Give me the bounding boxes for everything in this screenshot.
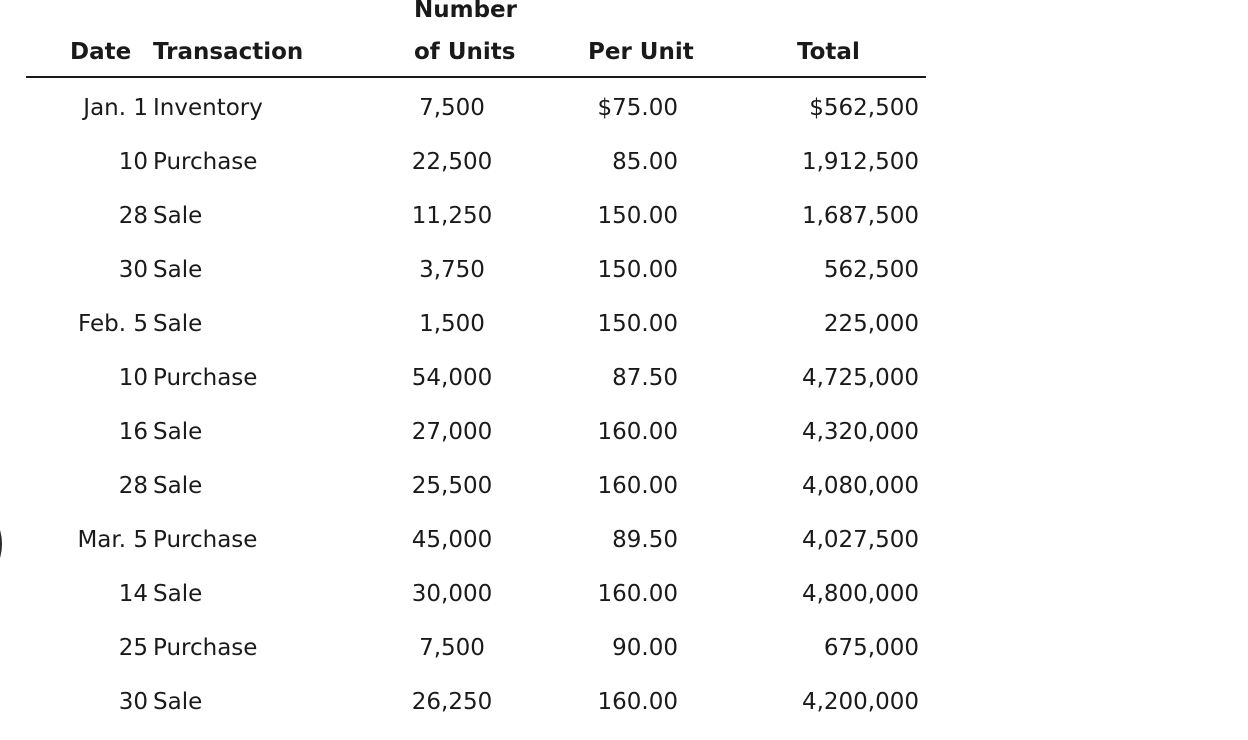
table-row — [26, 295, 926, 349]
cell-per-unit: $75.00 — [597, 95, 678, 121]
cell-total: 1,912,500 — [801, 149, 919, 175]
cell-date: Mar. 5 — [77, 527, 148, 553]
table-row — [26, 511, 926, 565]
cell-per-unit: 90.00 — [612, 635, 678, 661]
header-number-of-units-line1: Number — [414, 0, 517, 23]
cell-per-unit: 150.00 — [597, 203, 678, 229]
cell-per-unit: 87.50 — [612, 365, 678, 391]
cell-transaction: Purchase — [153, 149, 258, 175]
cell-units: 1,500 — [419, 311, 485, 337]
cell-units: 27,000 — [411, 419, 493, 445]
cell-total: 4,080,000 — [801, 473, 919, 499]
cell-date: Jan. 1 — [83, 95, 148, 121]
cell-transaction: Sale — [153, 311, 203, 337]
cell-units: 11,250 — [411, 203, 493, 229]
cell-per-unit: 150.00 — [597, 257, 678, 283]
cell-units: 45,000 — [411, 527, 493, 553]
inventory-transactions-table — [26, 0, 926, 727]
table-body — [26, 78, 926, 727]
table-row — [26, 619, 926, 673]
cell-units: 30,000 — [411, 581, 493, 607]
cell-transaction: Purchase — [153, 365, 258, 391]
cell-per-unit: 85.00 — [612, 149, 678, 175]
cell-total: 675,000 — [823, 635, 919, 661]
cell-total: 4,200,000 — [801, 689, 919, 715]
cell-per-unit: 89.50 — [612, 527, 678, 553]
cell-per-unit: 150.00 — [597, 311, 678, 337]
header-total: Total — [797, 39, 860, 65]
table-row — [26, 565, 926, 619]
cell-transaction: Sale — [153, 689, 203, 715]
cell-date: 10 — [118, 149, 148, 175]
table-row — [26, 349, 926, 403]
cell-date: 28 — [118, 203, 148, 229]
cell-units: 26,250 — [411, 689, 493, 715]
header-number-of-units-line2: of Units — [414, 39, 516, 65]
cell-per-unit: 160.00 — [597, 419, 678, 445]
cell-date: 10 — [118, 365, 148, 391]
table-header — [26, 0, 926, 78]
table-row — [26, 187, 926, 241]
cell-total: 4,800,000 — [801, 581, 919, 607]
cell-transaction: Purchase — [153, 527, 258, 553]
table-row — [26, 403, 926, 457]
table-row — [26, 673, 926, 727]
cell-units: 7,500 — [419, 95, 485, 121]
table-row — [26, 133, 926, 187]
cell-date: 16 — [118, 419, 148, 445]
cell-transaction: Purchase — [153, 635, 258, 661]
cell-date: 30 — [118, 257, 148, 283]
cell-date: Feb. 5 — [78, 311, 148, 337]
cell-date: 30 — [118, 689, 148, 715]
cell-total: 225,000 — [823, 311, 919, 337]
circle-button-edge[interactable] — [0, 512, 2, 576]
header-transaction: Transaction — [153, 39, 304, 65]
cell-total: 4,320,000 — [801, 419, 919, 445]
table-row — [26, 241, 926, 295]
cell-total: 562,500 — [823, 257, 919, 283]
table-row — [26, 79, 926, 133]
cell-transaction: Sale — [153, 473, 203, 499]
cell-date: 28 — [118, 473, 148, 499]
cell-date: 14 — [118, 581, 148, 607]
cell-per-unit: 160.00 — [597, 473, 678, 499]
cell-units: 22,500 — [411, 149, 493, 175]
header-date: Date — [70, 39, 132, 65]
cell-transaction: Sale — [153, 257, 203, 283]
cell-transaction: Sale — [153, 419, 203, 445]
cell-date: 25 — [118, 635, 148, 661]
cell-per-unit: 160.00 — [597, 689, 678, 715]
cell-total: 4,027,500 — [801, 527, 919, 553]
cell-transaction: Inventory — [153, 95, 263, 121]
cell-total: $562,500 — [809, 95, 919, 121]
cell-units: 25,500 — [411, 473, 493, 499]
cell-total: 4,725,000 — [801, 365, 919, 391]
cell-units: 3,750 — [419, 257, 485, 283]
cell-transaction: Sale — [153, 203, 203, 229]
cell-units: 7,500 — [419, 635, 485, 661]
cell-total: 1,687,500 — [801, 203, 919, 229]
cell-units: 54,000 — [411, 365, 493, 391]
header-per-unit: Per Unit — [588, 39, 694, 65]
cell-transaction: Sale — [153, 581, 203, 607]
table-row — [26, 457, 926, 511]
cell-per-unit: 160.00 — [597, 581, 678, 607]
